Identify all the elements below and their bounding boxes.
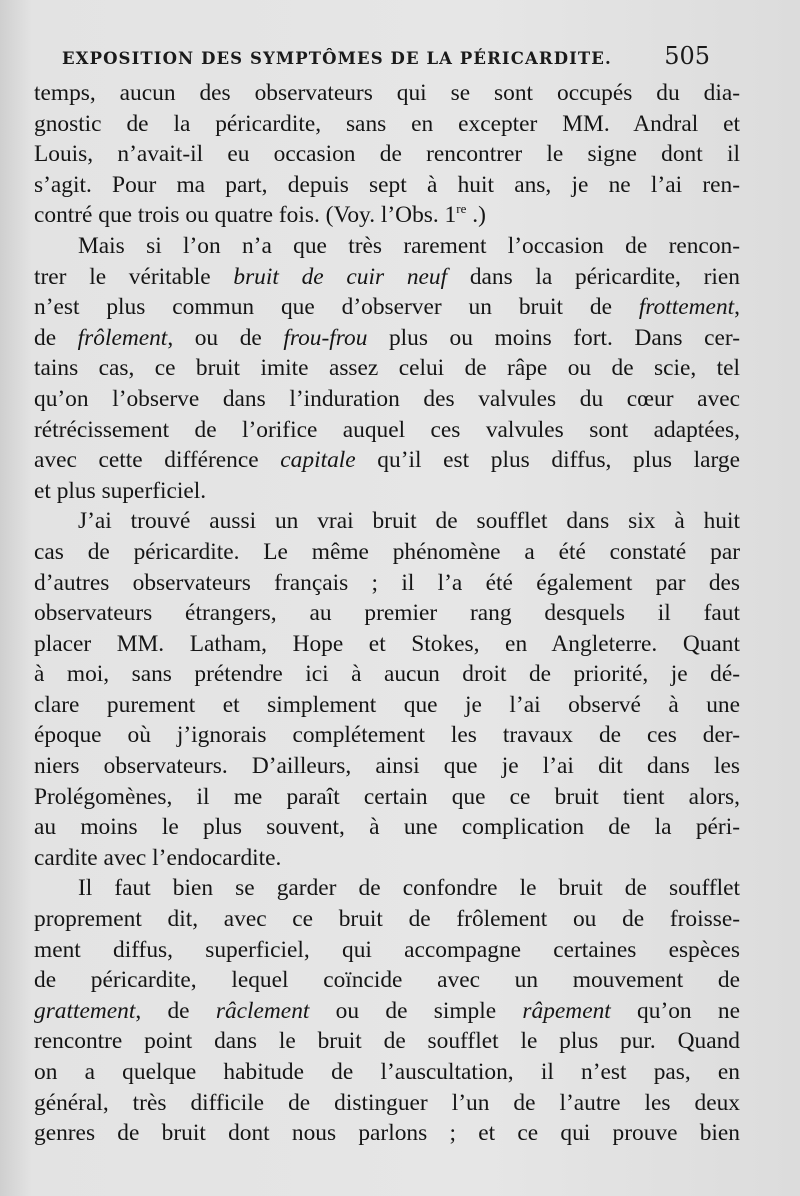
text-run: gnostic de la péricardite, sans en excepter MM. Andral et — [34, 110, 740, 137]
italic-phrase: grattement — [34, 997, 136, 1024]
text-line — [34, 904, 740, 935]
text-run: dans la péricardite, rien — [447, 263, 740, 290]
text-line — [34, 935, 740, 966]
text-run: contré que trois ou quatre fois. (Voy. l’Obs. 1 — [34, 202, 457, 229]
text-run: à moi, sans prétendre ici à aucun droit de priorité, je dé- — [34, 661, 740, 688]
text-run: proprement dit, avec ce bruit de frôlement ou de froisse- — [34, 906, 740, 933]
text-run: temps, aucun des observateurs qui se sont occupés du dia- — [34, 80, 740, 106]
text-run: qu’il est plus diffus, plus large — [355, 447, 740, 474]
text-run: on a quelque habitude de l’auscultation, il n’est pas, en — [34, 1059, 740, 1085]
text-line — [34, 415, 740, 446]
italic-phrase: râpement — [522, 997, 611, 1024]
text-run: qu’on ne — [610, 997, 741, 1024]
text-line — [34, 78, 740, 109]
text-line — [34, 139, 740, 170]
text-run: tains cas, ce bruit imite assez celui de râpe ou de scie, tel — [34, 355, 740, 382]
text-run: de — [34, 324, 78, 351]
text-line — [34, 812, 740, 843]
text-line — [34, 262, 740, 293]
text-run: d’autres observateurs français ; il l’a été également par des — [34, 569, 740, 596]
text-line — [34, 506, 740, 537]
text-run: ment diffus, superficiel, qui accompagne certaines espèces — [34, 936, 740, 963]
text-run: avec cette différence — [34, 447, 281, 474]
text-line — [34, 843, 740, 874]
text-line — [34, 323, 740, 354]
italic-phrase: frou-frou — [283, 324, 368, 351]
text-line — [34, 1057, 740, 1088]
text-run: , — [734, 294, 740, 321]
text-run: , de — [135, 997, 216, 1024]
text-line — [34, 873, 740, 904]
text-run: observateurs étrangers, au premier rang desquels il faut — [34, 600, 740, 627]
page-number: 505 — [664, 42, 710, 70]
text-line — [34, 751, 740, 782]
superscript: re — [456, 201, 467, 217]
text-line — [34, 568, 740, 599]
text-line — [34, 445, 740, 476]
text-run: époque où j’ignorais complétement les travaux de ces der- — [34, 722, 740, 749]
italic-phrase: capitale — [280, 447, 356, 474]
text-line — [34, 292, 740, 323]
text-line — [34, 720, 740, 751]
text-run: de péricardite, lequel coïncide avec un mouvement de — [34, 967, 740, 994]
text-run: rétrécissement de l’orifice auquel ces valvules sont adaptées, — [34, 416, 740, 443]
text-run: n’est plus commun que d’observer un bruit de — [34, 294, 639, 321]
italic-phrase: bruit de cuir neuf — [233, 263, 448, 290]
text-line — [34, 200, 740, 231]
text-run: Louis, n’avait-il eu occasion de rencontrer le signe dont il — [34, 141, 740, 168]
text-line — [34, 353, 740, 384]
text-line — [34, 659, 740, 690]
text-line — [34, 109, 740, 140]
text-line — [34, 629, 740, 660]
text-line — [34, 231, 740, 262]
italic-phrase: râclement — [215, 997, 310, 1024]
italic-phrase: frottement — [638, 294, 735, 321]
body-text — [34, 78, 740, 1149]
running-head — [62, 42, 710, 70]
text-run: qu’on l’observe dans l’induration des valvules du cœur avec — [34, 385, 740, 412]
text-line — [34, 1026, 740, 1057]
text-line — [34, 1088, 740, 1119]
text-run: , ou de — [167, 324, 284, 351]
text-run: trer le véritable — [34, 263, 234, 290]
text-run: Il faut bien se garder de confondre le bruit de soufflet — [78, 875, 740, 902]
text-run: plus ou moins fort. Dans cer- — [367, 324, 740, 351]
text-line — [34, 965, 740, 996]
text-run: niers observateurs. D’ailleurs, ainsi que je l’ai dit dans les — [34, 753, 740, 780]
text-line — [34, 170, 740, 201]
text-line — [34, 690, 740, 721]
text-run: cas de péricardite. Le même phénomène a été constaté par — [34, 538, 740, 565]
text-run: ou de simple — [309, 997, 523, 1024]
text-run: s’agit. Pour ma part, depuis sept à huit ans, je ne l’ai ren- — [34, 171, 740, 198]
italic-phrase: frôlement — [77, 324, 168, 351]
running-title: EXPOSITION DES SYMPTÔMES DE LA PÉRICARDITE. — [62, 49, 612, 68]
text-run: .) — [466, 202, 486, 229]
text-line — [34, 598, 740, 629]
text-run: au moins le plus souvent, à une complication de la péri- — [34, 814, 740, 841]
text-run: Mais si l’on n’a que très rarement l’occasion de rencon- — [78, 232, 740, 259]
text-line — [34, 537, 740, 568]
text-line — [34, 782, 740, 813]
text-line — [34, 384, 740, 415]
text-run: et plus superficiel. — [34, 477, 207, 504]
text-run: Prolégomènes, il me paraît certain que ce bruit tient alors, — [34, 783, 740, 810]
text-line — [34, 996, 740, 1027]
text-run: général, très difficile de distinguer l’un de l’autre les deux — [34, 1089, 740, 1116]
text-line — [34, 1118, 740, 1149]
text-run: clare purement et simplement que je l’ai observé à une — [34, 691, 740, 718]
text-run: genres de bruit dont nous parlons ; et ce qui prouve bien — [34, 1120, 740, 1147]
text-run: J’ai trouvé aussi un vrai bruit de soufflet dans six à huit — [78, 508, 740, 535]
text-line — [34, 476, 740, 507]
text-run: placer MM. Latham, Hope et Stokes, en Angleterre. Quant — [34, 630, 740, 657]
text-run: rencontre point dans le bruit de soufflet le plus pur. Quand — [34, 1028, 740, 1055]
text-run: cardite avec l’endocardite. — [34, 844, 282, 871]
